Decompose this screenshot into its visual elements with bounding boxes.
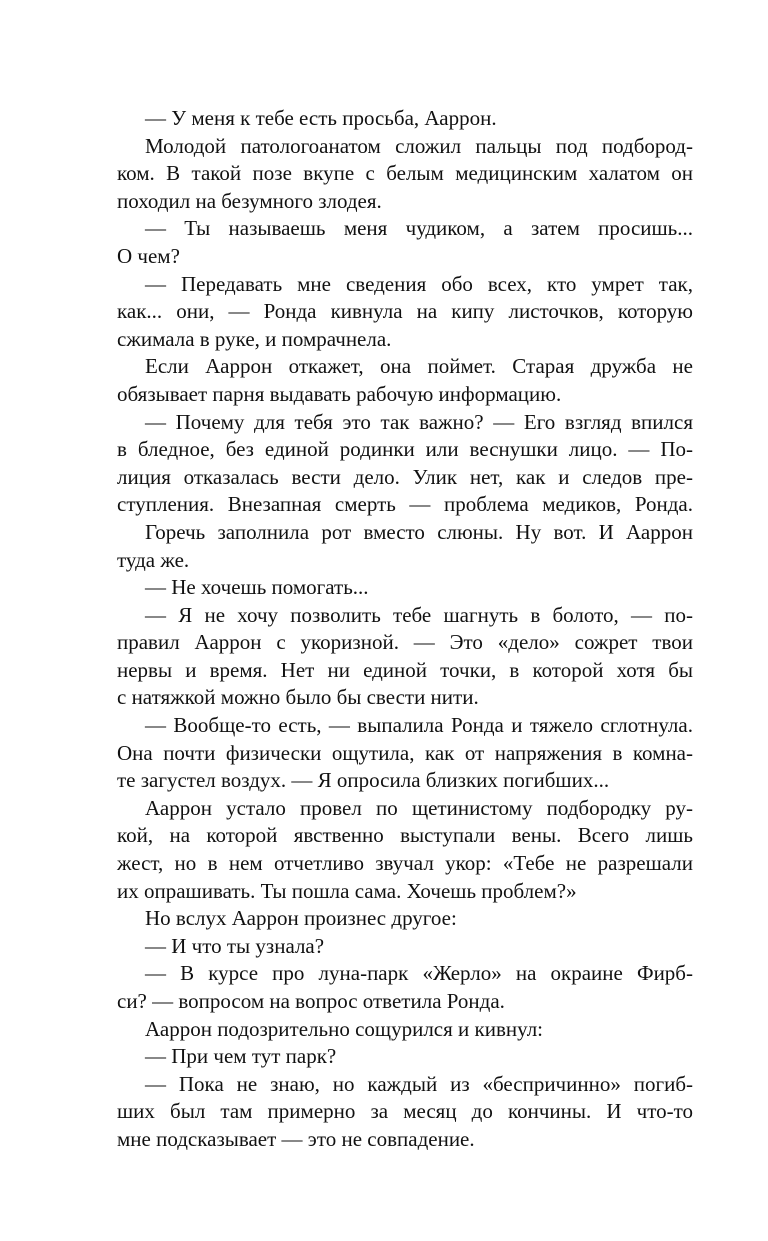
text-line: — В курсе про луна-парк «Жерло» на окраине Фирб- bbox=[145, 961, 693, 986]
text-line: — Передавать мне сведения обо всех, кто умрет так, bbox=[145, 271, 693, 296]
text-line: ступления. Внезапная смерть — проблема медиков, Ронда. bbox=[117, 492, 693, 517]
text-line: правил Ааррон с укоризной. — Это «дело» сожрет твои bbox=[117, 630, 693, 655]
text-line: Молодой патологоанатом сложил пальцы под подбород- bbox=[145, 133, 693, 158]
text-line: О чем? bbox=[117, 243, 180, 268]
text-line: как... они, — Ронда кивнула на кипу листочков, которую bbox=[117, 299, 693, 324]
text-line: жест, но в нем отчетливо звучал укор: «Тебе не разрешали bbox=[117, 851, 693, 876]
text-line: — При чем тут парк? bbox=[145, 1044, 337, 1069]
text-line: — Пока не знаю, но каждый из «беспричинно» погиб- bbox=[145, 1071, 693, 1096]
text-line: — Почему для тебя это так важно? — Его взгляд впился bbox=[145, 409, 693, 434]
text-line: обязывает парня выдавать рабочую информацию. bbox=[117, 381, 562, 406]
text-line: туда же. bbox=[117, 547, 190, 572]
text-line: Ааррон устало провел по щетинистому подбородку ру- bbox=[145, 795, 693, 820]
text-line: Горечь заполнила рот вместо слюны. Ну вот. И Ааррон bbox=[145, 519, 693, 544]
text-line: Ааррон подозрительно сощурился и кивнул: bbox=[145, 1016, 544, 1041]
text-line: лиция отказалась вести дело. Улик нет, как и следов пре- bbox=[117, 464, 693, 489]
text-block bbox=[117, 105, 693, 1154]
text-line: сжимала в руке, и помрачнела. bbox=[117, 326, 392, 351]
text-line: Но вслух Ааррон произнес другое: bbox=[145, 906, 457, 931]
text-line: их опрашивать. Ты пошла сама. Хочешь проблем?» bbox=[117, 878, 577, 903]
text-line: — Вообще-то есть, — выпалила Ронда и тяжело сглотнула. bbox=[145, 713, 693, 738]
text-line: Она почти физически ощутила, как от напряжения в комна- bbox=[117, 740, 693, 765]
text-line: с натяжкой можно было бы свести нити. bbox=[117, 685, 479, 710]
text-line: кой, на которой явственно выступали вены. Всего лишь bbox=[117, 823, 693, 848]
text-line: те загустел воздух. — Я опросила близких погибших... bbox=[117, 768, 610, 793]
text-line: — Не хочешь помогать... bbox=[145, 575, 369, 600]
text-line: нервы и время. Нет ни единой точки, в которой хотя бы bbox=[117, 657, 693, 682]
text-line: — У меня к тебе есть просьба, Ааррон. bbox=[145, 106, 497, 130]
text-line: — И что ты узнала? bbox=[145, 933, 325, 958]
text-line: ком. В такой позе вкупе с белым медицинским халатом он bbox=[117, 161, 693, 186]
text-line: си? — вопросом на вопрос ответила Ронда. bbox=[117, 989, 505, 1013]
text-line: — Ты называешь меня чудиком, а затем просишь... bbox=[145, 216, 693, 241]
text-line: ших был там примерно за месяц до кончины. И что-то bbox=[117, 1099, 693, 1124]
text-line: в бледное, без единой родинки или веснушки лицо. — По- bbox=[117, 437, 693, 462]
text-line: мне подсказывает — это не совпадение. bbox=[117, 1126, 475, 1151]
text-line: походил на безумного злодея. bbox=[117, 188, 382, 213]
text-line: — Я не хочу позволить тебе шагнуть в болото, — по- bbox=[145, 602, 693, 627]
text-line: Если Ааррон откажет, она поймет. Старая дружба не bbox=[145, 354, 693, 379]
